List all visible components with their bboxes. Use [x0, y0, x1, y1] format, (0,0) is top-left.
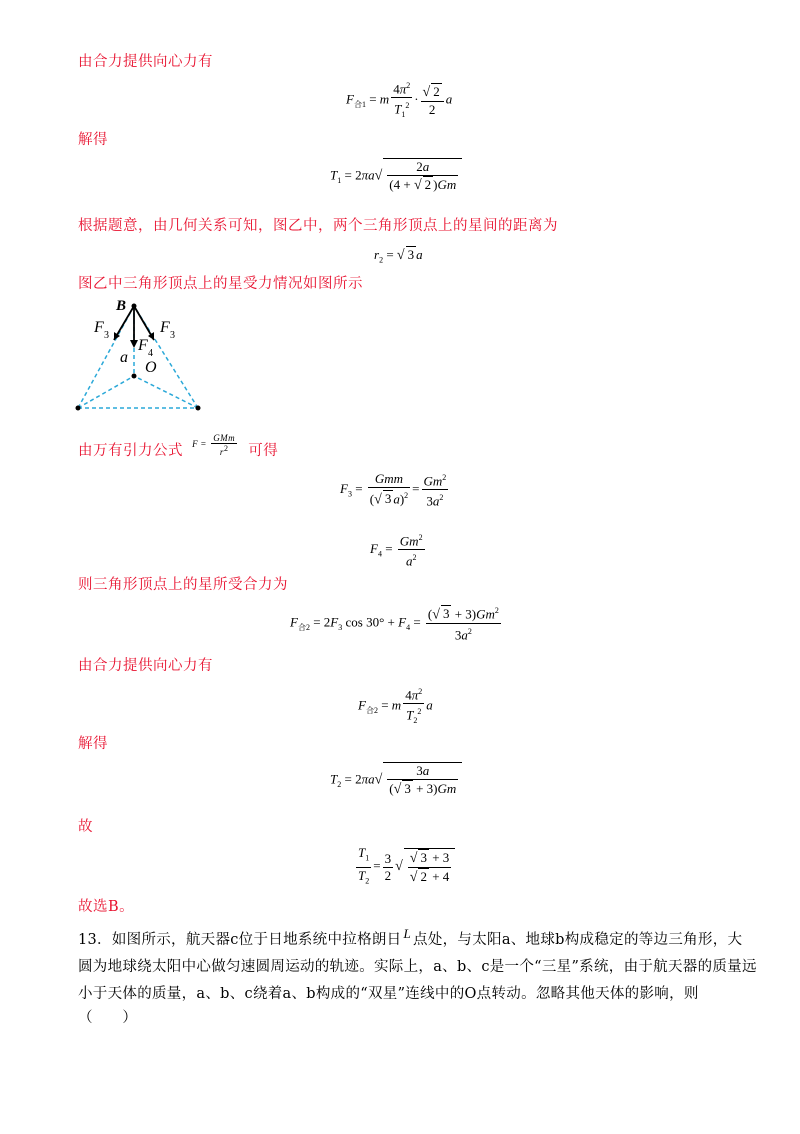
equation-3: $r_2$ = √ 3 a	[374, 247, 423, 265]
label-F3-left-sub: 3	[104, 330, 109, 341]
question-line-3: 小于天体的质量，a、b、c绕着a、b构成的“双星”连线中的O点转动。忽略其他天体的影响，则	[78, 986, 699, 1002]
text-line-5b: 可得	[248, 443, 279, 460]
equation-1: $F_{合1} = m$ $\frac{4\pi^2}{T_1^2}$ · $\frac{√ 2}{2}$ a	[346, 78, 452, 123]
text-line-5	[78, 433, 279, 465]
label-F4: F	[138, 337, 148, 354]
text-line-5a: 由万有引力公式	[78, 443, 183, 460]
equation-4: $F_3$ = $\frac{\text{Gmm}}{(√ 3 a)^2}$ = $\frac{Gm^2}{3a^2}$	[340, 471, 447, 509]
question-line-1: 13．如图所示，航天器c位于日地系统中拉格朗日	[78, 932, 402, 948]
text-line-6: 则三角形顶点上的星所受合力为	[78, 577, 288, 593]
question-line-4: （ ）	[78, 1010, 138, 1026]
question-line-2: 圆为地球绕太阳中心做匀速圆周运动的轨迹。实际上，a、b、c是一个“三星”系统，由于航天器的质量远	[78, 959, 757, 975]
lagrange-symbol: L	[403, 926, 412, 941]
gravity-formula: F = GMm r2	[192, 433, 236, 457]
equation-6: $F_{合2} = 2F_3$ $\cos 30^\circ + F_4$ = $\frac{(√ 3 + 3)Gm^2}{3a^2}$	[290, 603, 503, 644]
question-13	[78, 926, 757, 1028]
text-line-1: 由合力提供向心力有	[78, 54, 213, 70]
text-line-7: 由合力提供向心力有	[78, 658, 213, 674]
text-line-4: 图乙中三角形顶点上的星受力情况如图所示	[78, 276, 363, 292]
text-line-10: 故选B。	[78, 899, 135, 915]
equation-5: $F_4$ = $\frac{Gm^2}{a^2}$	[370, 530, 427, 570]
label-F3-left: F	[94, 319, 104, 336]
label-O: O	[145, 359, 157, 376]
equation-9: $\frac{T_1}{T_2}$ = $\frac{3}{2}$ √ $\frac{√ 3 + 3}{√ 2 + 4}$	[354, 845, 455, 889]
label-F3-right-sub: 3	[170, 330, 175, 341]
text-line-8: 解得	[78, 736, 108, 752]
label-F3-right: F	[160, 319, 170, 336]
force-diagram	[70, 296, 210, 418]
text-line-9: 故	[78, 819, 93, 835]
label-a: a	[120, 349, 128, 366]
text-line-2: 解得	[78, 132, 108, 148]
equation-2: $T_1 = 2\pi a√$ $\frac{2a}{(4 + √ 2 )Gm}$	[330, 158, 462, 194]
label-B: B	[116, 298, 127, 314]
label-F4-sub: 4	[148, 348, 153, 359]
question-line-1b: 点处，与太阳a、地球b构成稳定的等边三角形，大	[413, 932, 743, 948]
equation-7: $F_{合2} = m$ $\frac{4\pi^2}{T_2^2}$ a	[358, 684, 433, 729]
equation-8: $T_2 = 2\pi a√$ $\frac{3a}{(√ 3 + 3)Gm}$	[330, 762, 462, 798]
text-line-3: 根据题意，由几何关系可知，图乙中，两个三角形顶点上的星间的距离为	[78, 218, 558, 234]
